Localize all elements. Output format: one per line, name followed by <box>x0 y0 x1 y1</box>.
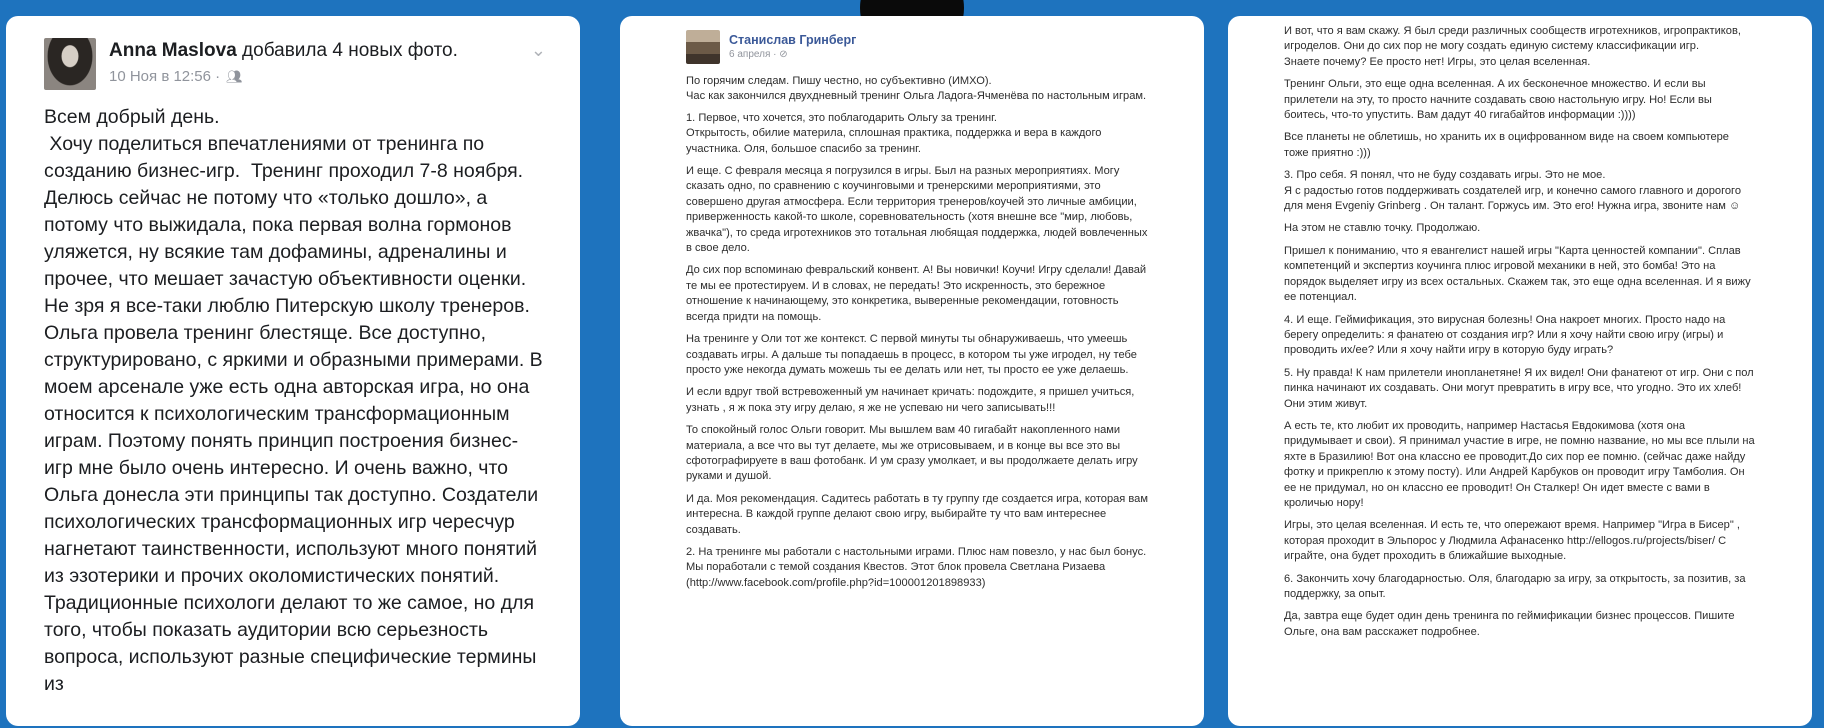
post-paragraph: Да, завтра еще будет один день тренинга по геймификации бизнес процессов. Пишите Ольге, она вам расскажет подробнее. <box>1284 610 1738 638</box>
post-timestamp[interactable]: 10 Ноя в 12:56 · <box>109 68 221 85</box>
post-action: добавила 4 новых фото. <box>236 40 458 61</box>
post-screenshot-3 <box>1228 16 1812 726</box>
post-timestamp[interactable]: 6 апреля · ⊘ <box>729 49 788 60</box>
friends-icon: 👥︎ <box>226 69 243 84</box>
post-paragraph: И если вдруг твой встревоженный ум начинает кричать: подождите, я пришел учиться, узнать , я ж пока эту игру делаю, я же не успеваю ни чего записывать!!! <box>686 386 1138 414</box>
post-paragraph: На этом не ставлю точку. Продолжаю. <box>1284 222 1481 235</box>
post-paragraph: И еще. С февраля месяца я погрузился в игры. Был на разных мероприятиях. Могу сказать одно, по сравнению с коучинговыми и тренерскими мероприятиями, это совершено другая атмосфера. Если территория тренеров/коучей это личные амбиции, приверженность какой-то школе, соревновательность (хотя внешне все "мир, любовь, жвачка"), то среда игротехников это тотальная любящая поддержка, людей вовлеченных в свое дело. <box>686 165 1151 255</box>
post-header <box>686 30 1150 64</box>
avatar[interactable] <box>44 38 96 90</box>
post-paragraph: Все планеты не облетишь, но хранить их в оцифрованном виде на своем компьютере тоже приятно :))) <box>1284 131 1733 159</box>
post-header <box>44 38 546 90</box>
post-paragraph: И вот, что я вам скажу. Я был среди различных сообществ игротехников, игропрактиков, игроделов. Они до сих пор не могу создать единую систему классификации игр. Знаете почему? Ее просто нет! Игры, это целая вселенная. <box>1284 25 1741 68</box>
author-name[interactable]: Anna Maslova <box>109 40 237 61</box>
avatar[interactable] <box>686 30 720 64</box>
post-paragraph: По горячим следам. Пишу честно, но субъективно (ИМХО). Час как закончился двухдневный тренинг Ольга Ладога-Ячменёва по настольным играм. <box>686 75 1147 103</box>
post-body: Всем добрый день. Хочу поделиться впечатлениями от тренинга по созданию бизнес-игр. Тренинг проходил 7-8 ноября. Делюсь сейчас не потому что «только дошло», а потому что выжидала, пока первая волна гормонов уляжется, ну всякие там дофамины, адреналины и прочее, что мешает зачастую объективности оценки. Не зря я все-таки люблю Питерскую школу тренеров. Ольга провела тренинг блестяще. Все доступно, структурировано, с яркими и образными примерами. В моем арсенале уже есть одна авторская игра, но она относится к психологическим трансформационным играм. Поэтому понять принцип построения бизнес-игр мне было очень интересно. И очень важно, что Ольга донесла эти принципы так доступно. Создатели психологических трансформационных игр чересчур нагнетают таинственности, используют много понятий из эзотерики и прочих околомистических понятий. Традиционные психологи делают то же самое, но для того, чтобы показать аудитории всю серьезность вопроса, используют разные специфические термины из <box>44 106 543 695</box>
post-paragraph: Игры, это целая вселенная. И есть те, что опережают время. Например "Игра в Бисер" , которая проходит в Эльпорос у Людмила Афанасенко http://ellogos.ru/projects/biser/ С играйте, она будет проходить в ближайшие выходные. <box>1284 519 1744 563</box>
post-paragraph: И да. Моя рекомендация. Садитесь работать в ту группу где создается игра, которая вам интересна. В каждой группе делают свою игру, выбирайте ту что вам интереснее создавать. <box>686 492 1152 536</box>
post-screenshot-2 <box>620 16 1204 726</box>
post-paragraph: 3. Про себя. Я понял, что не буду создавать игры. Это не мое. Я с радостью готов поддерживать создателей игр, и конечно самого главного и дорогого для меня Evgeniy Grinberg . Он талант. Горжусь им. Это его! Нужна игра, звоните нам ☺ <box>1284 169 1742 213</box>
post-paragraph: До сих пор вспоминаю февральский конвент. А! Вы новички! Коучи! Игру сделали! Давай те мы ее протестируем. И в словах, не передать! Это искренность, это бережное отношение к начинающему, это конкретика, выверенные рекомендации, готовность всегда придти на помощь. <box>686 264 1150 323</box>
post-meta <box>109 64 523 90</box>
post-paragraph: На тренинге у Оли тот же контекст. С первой минуты ты обнаруживаешь, что умеешь создавать игры. А дальше ты попадаешь в процесс, в котором ты уже игродел, ну тебе просто уже некогда думать можешь ты ее делать или нет, ты просто ее уже делаешь. <box>686 333 1141 376</box>
post-paragraph: Тренинг Ольги, это еще одна вселенная. А их бесконечное множество. И если вы прилетели на эту, то просто начните создавать свою настольную игру. Но! Если вы боитесь, что-то упустить. Вам дадут 40 гигабайтов информации :)))) <box>1284 78 1715 122</box>
post-title <box>109 38 523 90</box>
post-paragraph: А есть те, кто любит их проводить, например Настасья Евдокимова (хотя она придумывает и свои). Я принимал участие в игре, не помню название, но мы все плыли на яхте в Бразилию! Вот она классно ее проводит.До сих пор ее помню. (сейчас даже найду фотку и прикреплю к этому посту). Или Андрей Карбуков он проводит игру Тамболия. Он ее не придумал, но он классно ее проводит! Он Сталкер! Он идет вместе с вами в кроличью нору! <box>1284 419 1758 509</box>
chevron-down-icon[interactable]: ⌄ <box>530 40 546 60</box>
post-paragraph: 5. Ну правда! К нам прилетели инопланетяне! Я их видел! Они фанатеют от игр. Они с пол пинка начинают их создавать. Они могут превратить в игру все, что угодно. Это их хлеб! Они этим живут. <box>1284 366 1757 410</box>
post-paragraph: То спокойный голос Ольги говорит. Мы вышлем вам 40 гигабайт накопленного нами материала, а все что вы тут делаете, мы же отрисовываем, и в конце вы все это вы сфотографируете в ваш фотобанк. И ум сразу умолкает, и вы продолжаете делать игру руками и душой. <box>686 424 1141 483</box>
post-paragraph: Пришел к пониманию, что я евангелист нашей игры "Карта ценностей компании". Сплав компетенций и экспертиз коучинга плюс игровой механики в ней, это бомба! Это на порядок выделяет игру из всех остальных. Скажем так, это еще одна вселенная. И я вижу ее потенциал. <box>1284 244 1754 304</box>
post-paragraph: 4. И еще. Геймификация, это вирусная болезнь! Она накроет многих. Просто надо на берегу определить: я фанатею от создания игр? Или я хочу найти свою игру (игры) и проводить их/ее? Или я хочу найти игру в которую буду играть? <box>1284 313 1729 357</box>
post-paragraph: 1. Первое, что хочется, это поблагодарить Ольгу за тренинг. Открытость, обилие материла, сплошная практика, поддержка и вера в каждого участника. Оля, большое спасибо за тренинг. <box>686 111 1102 155</box>
post-screenshot-1 <box>6 16 580 726</box>
post-paragraph: 6. Закончить хочу благодарностью. Оля, благодарю за игру, за открытость, за позитив, за поддержку, за опыт. <box>1284 572 1749 600</box>
author-name[interactable]: Станислав Гринберг <box>729 33 857 47</box>
post-paragraph: 2. На тренинге мы работали с настольными играми. Плюс нам повезло, у нас был бонус. Мы поработали с темой создания Квестов. Этот блок провела Светлана Ризаева (http://www.facebook.com/profile.php?id=100001201898933) <box>686 545 1150 589</box>
